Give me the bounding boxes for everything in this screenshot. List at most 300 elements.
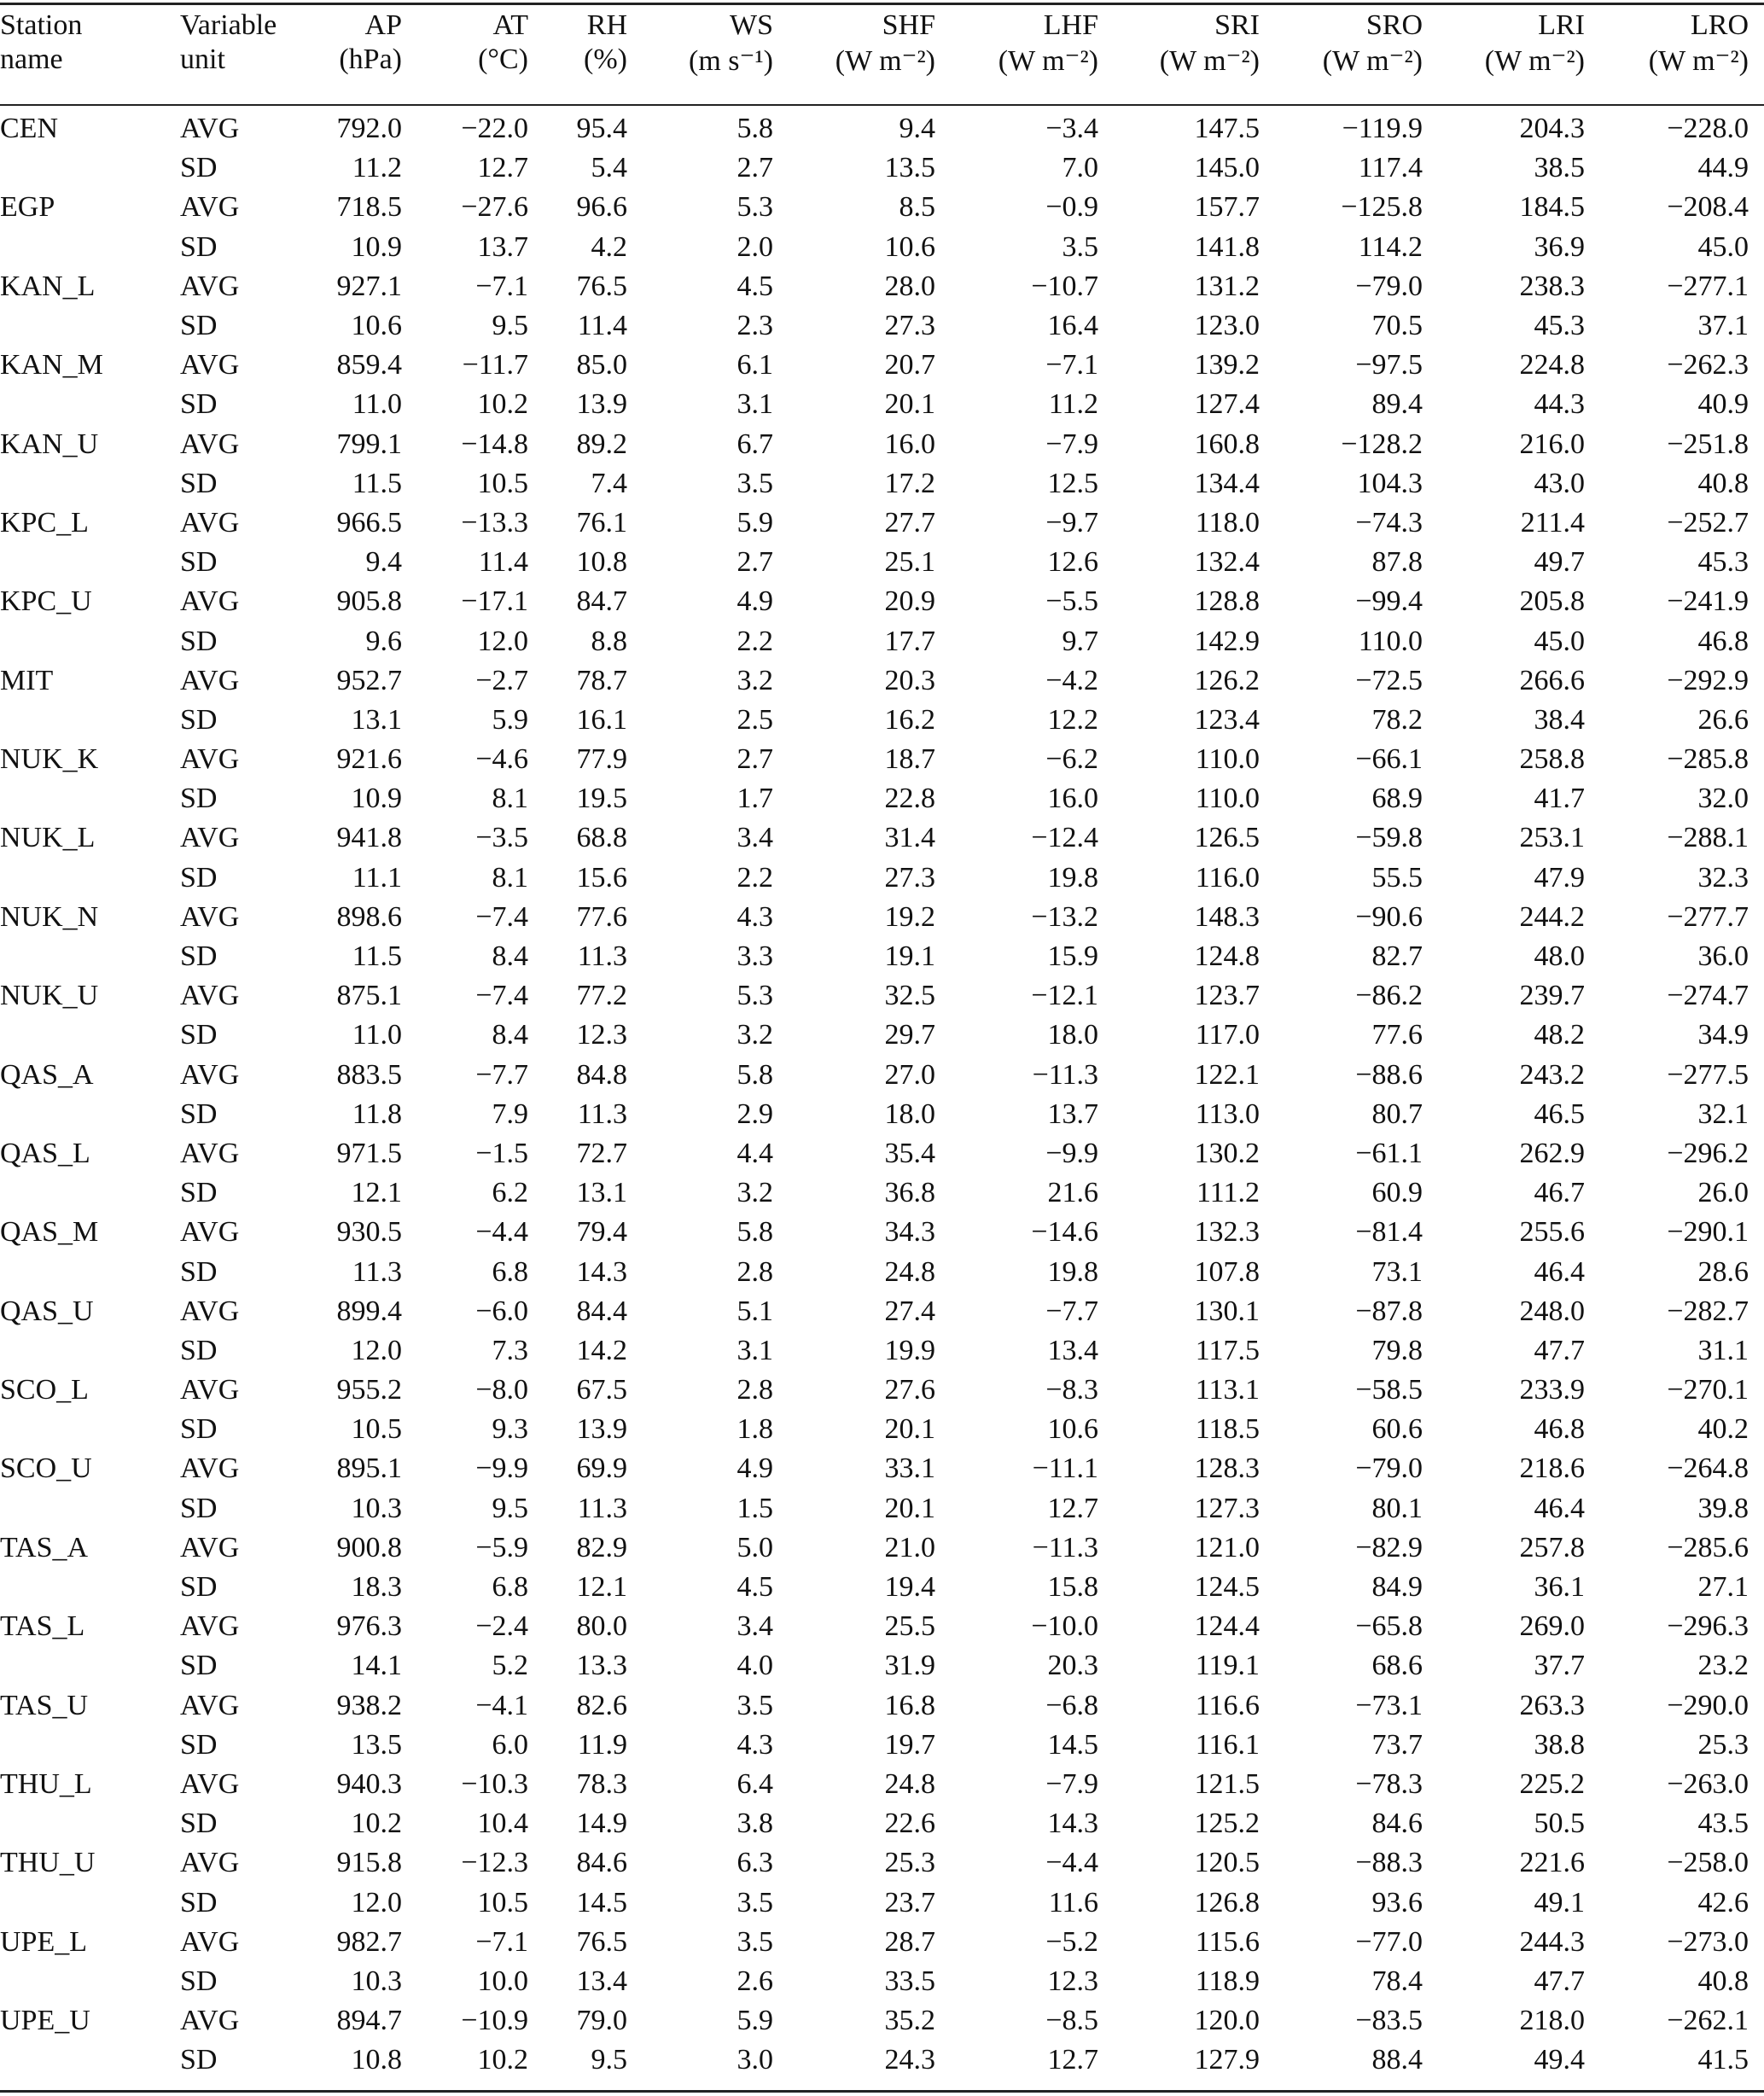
row-pad — [1749, 1449, 1764, 1488]
cell-shf: 28.7 — [884, 1925, 935, 1958]
cell-shf: 27.0 — [884, 1058, 935, 1091]
cell-ap: 10.2 — [351, 1808, 402, 1840]
cell-rh: 89.2 — [576, 428, 627, 460]
header-unit-sri: (W m⁻²) — [1159, 45, 1260, 77]
cell-lhf: 19.8 — [1047, 1255, 1098, 1288]
row-pad — [1749, 1213, 1764, 1252]
cell-lro: 46.8 — [1697, 625, 1749, 657]
cell-ws: 3.0 — [736, 2044, 773, 2076]
cell-ws: 2.8 — [736, 1374, 773, 1406]
row-pad — [1749, 621, 1764, 661]
cell-lro: 34.9 — [1697, 1019, 1749, 1051]
cell-rh: 15.6 — [576, 861, 627, 894]
table-row — [0, 701, 1764, 740]
cell-rh: 11.3 — [577, 1097, 627, 1130]
cell-lhf: 21.6 — [1047, 1177, 1098, 1209]
row-pad — [1749, 228, 1764, 267]
cell-variable: SD — [180, 1728, 218, 1761]
cell-variable: SD — [180, 310, 218, 342]
cell-lri: 184.5 — [1519, 191, 1585, 224]
cell-lhf: −7.9 — [1045, 428, 1098, 460]
cell-lri: 41.7 — [1534, 783, 1585, 815]
table-row — [0, 148, 1764, 188]
cell-sro: 73.7 — [1371, 1728, 1423, 1761]
cell-rh: 14.2 — [576, 1334, 627, 1366]
header-row-top — [0, 0, 1764, 42]
cell-lri: 266.6 — [1519, 664, 1585, 696]
table-row — [0, 1962, 1764, 2001]
cell-shf: 18.0 — [884, 1097, 935, 1130]
cell-ap: 927.1 — [336, 270, 402, 302]
header-unit-sro: (W m⁻²) — [1322, 45, 1423, 77]
table-row — [0, 976, 1764, 1016]
cell-sro: −74.3 — [1355, 506, 1423, 539]
row-pad — [1749, 818, 1764, 858]
cell-lri: 36.1 — [1534, 1571, 1585, 1604]
table-row — [0, 1095, 1764, 1134]
cell-rh: 78.7 — [576, 664, 627, 696]
table-row — [0, 1646, 1764, 1686]
cell-sri: 118.0 — [1195, 506, 1260, 539]
cell-lhf: 12.5 — [1047, 467, 1098, 499]
cell-lri: 263.3 — [1519, 1689, 1585, 1721]
cell-lro: 43.5 — [1697, 1808, 1749, 1840]
row-pad — [1749, 2001, 1764, 2041]
cell-lhf: −9.9 — [1045, 1137, 1098, 1169]
cell-ap: 915.8 — [336, 1847, 402, 1879]
cell-variable: AVG — [180, 743, 240, 776]
cell-rh: 7.4 — [591, 467, 627, 499]
cell-station: EGP — [0, 191, 55, 224]
cell-lhf: −12.1 — [1031, 980, 1098, 1012]
cell-lri: 221.6 — [1519, 1847, 1585, 1879]
cell-rh: 96.6 — [576, 191, 627, 224]
header-unit-ap: (hPa) — [339, 44, 402, 75]
cell-station — [0, 1646, 180, 1686]
row-pad — [1749, 306, 1764, 346]
table-row — [0, 346, 1764, 385]
header-label-lhf: LHF — [1043, 9, 1098, 41]
cell-station: KAN_M — [0, 349, 103, 381]
cell-ap: 11.0 — [352, 1019, 402, 1051]
cell-sri: 119.1 — [1195, 1650, 1260, 1682]
cell-sro: −61.1 — [1355, 1137, 1423, 1169]
cell-ap: 894.7 — [336, 2005, 402, 2037]
row-pad — [1749, 1804, 1764, 1843]
cell-variable: SD — [180, 2044, 218, 2076]
cell-rh: 4.2 — [591, 230, 627, 263]
cell-lri: 218.6 — [1519, 1453, 1585, 1485]
header-label-at: AT — [492, 9, 528, 41]
cell-ap: 10.9 — [351, 230, 402, 263]
cell-ws: 5.1 — [736, 1295, 773, 1327]
row-pad — [1749, 1371, 1764, 1410]
cell-lhf: 18.0 — [1047, 1019, 1098, 1051]
cell-variable: SD — [180, 703, 218, 736]
cell-lri: 37.7 — [1534, 1650, 1585, 1682]
cell-rh: 10.8 — [576, 546, 627, 579]
cell-rh: 79.4 — [576, 1216, 627, 1249]
cell-station — [0, 1331, 180, 1371]
cell-sro: −119.9 — [1342, 113, 1423, 145]
cell-lri: 233.9 — [1519, 1374, 1585, 1406]
cell-ws: 2.6 — [736, 1965, 773, 1997]
row-pad — [1749, 779, 1764, 818]
header-unit-shf: (W m⁻²) — [835, 45, 935, 77]
row-pad — [1749, 1489, 1764, 1528]
row-pad — [1749, 543, 1764, 582]
cell-at: −3.5 — [475, 822, 528, 854]
table-row — [0, 1528, 1764, 1568]
header-label-sro: SRO — [1365, 9, 1423, 41]
cell-lri: 244.2 — [1519, 900, 1585, 933]
cell-shf: 20.1 — [884, 1413, 935, 1446]
cell-lhf: −11.1 — [1032, 1453, 1098, 1485]
cell-sro: −88.6 — [1355, 1058, 1423, 1091]
cell-station: NUK_K — [0, 743, 99, 776]
cell-ws: 3.2 — [736, 1019, 773, 1051]
row-pad — [1749, 1923, 1764, 1962]
cell-ap: 10.8 — [351, 2044, 402, 2076]
cell-at: 6.2 — [492, 1177, 528, 1209]
cell-sri: 132.4 — [1194, 546, 1260, 579]
cell-rh: 11.3 — [577, 940, 627, 973]
cell-sro: 80.7 — [1371, 1097, 1423, 1130]
cell-sro: −59.8 — [1355, 822, 1423, 854]
cell-lhf: −0.9 — [1045, 191, 1098, 224]
cell-station — [0, 859, 180, 898]
cell-shf: 25.1 — [884, 546, 935, 579]
cell-rh: 77.2 — [576, 980, 627, 1012]
cell-lro: 37.1 — [1697, 310, 1749, 342]
table-row — [0, 228, 1764, 267]
cell-shf: 35.4 — [884, 1137, 935, 1169]
cell-lro: −292.9 — [1667, 664, 1749, 696]
cell-lhf: 20.3 — [1047, 1650, 1098, 1682]
cell-sro: 78.4 — [1371, 1965, 1423, 1997]
cell-variable: SD — [180, 1019, 218, 1051]
table-row — [0, 306, 1764, 346]
cell-sro: −72.5 — [1355, 664, 1423, 696]
header-label-variable: Variable — [180, 9, 277, 41]
cell-ap: 10.3 — [351, 1492, 402, 1524]
cell-lri: 205.8 — [1519, 585, 1585, 618]
cell-lro: −290.1 — [1667, 1216, 1749, 1249]
cell-station — [0, 148, 180, 188]
cell-station — [0, 2041, 180, 2080]
cell-at: 10.2 — [477, 388, 528, 421]
header-label-lro: LRO — [1691, 9, 1749, 41]
cell-ap: 941.8 — [336, 822, 402, 854]
cell-lri: 48.2 — [1534, 1019, 1585, 1051]
cell-rh: 19.5 — [576, 783, 627, 815]
cell-lro: −241.9 — [1667, 585, 1749, 618]
cell-lhf: −10.0 — [1031, 1610, 1098, 1643]
cell-lri: 36.9 — [1534, 230, 1585, 263]
cell-sri: 128.3 — [1194, 1453, 1260, 1485]
cell-lri: 38.8 — [1534, 1728, 1585, 1761]
cell-ws: 3.4 — [736, 1610, 773, 1643]
cell-variable: SD — [180, 940, 218, 973]
cell-ap: 921.6 — [336, 743, 402, 776]
cell-lro: 25.3 — [1697, 1728, 1749, 1761]
cell-sri: 121.5 — [1194, 1767, 1260, 1800]
header-unit-lhf: (W m⁻²) — [998, 45, 1098, 77]
cell-ap: 940.3 — [336, 1767, 402, 1800]
cell-lri: 243.2 — [1519, 1058, 1585, 1091]
cell-ws: 4.4 — [736, 1137, 773, 1169]
row-pad — [1749, 425, 1764, 464]
cell-lhf: −4.2 — [1045, 664, 1098, 696]
cell-lhf: −7.9 — [1045, 1767, 1098, 1800]
cell-rh: 69.9 — [576, 1453, 627, 1485]
cell-rh: 68.8 — [576, 822, 627, 854]
cell-rh: 77.6 — [576, 900, 627, 933]
header-pad — [1749, 42, 1764, 95]
cell-sri: 111.2 — [1196, 1177, 1260, 1209]
row-pad — [1749, 1252, 1764, 1291]
table-row — [0, 188, 1764, 227]
cell-lhf: −4.4 — [1045, 1847, 1098, 1879]
cell-sri: 123.0 — [1194, 310, 1260, 342]
cell-sro: 110.0 — [1358, 625, 1423, 657]
cell-sri: 145.0 — [1194, 152, 1260, 184]
cell-sri: 125.2 — [1194, 1808, 1260, 1840]
cell-rh: 13.4 — [576, 1965, 627, 1997]
cell-sri: 132.3 — [1194, 1216, 1260, 1249]
row-pad — [1749, 1765, 1764, 1804]
cell-at: 12.0 — [477, 625, 528, 657]
cell-lhf: 12.7 — [1047, 2044, 1098, 2076]
cell-at: 10.2 — [477, 2044, 528, 2076]
table-row — [0, 2041, 1764, 2080]
cell-at: 10.4 — [477, 1808, 528, 1840]
cell-sri: 116.1 — [1195, 1728, 1260, 1761]
cell-variable: AVG — [180, 1847, 240, 1879]
cell-station — [0, 937, 180, 976]
cell-variable: SD — [180, 1808, 218, 1840]
row-pad — [1749, 1056, 1764, 1095]
cell-sri: 147.5 — [1194, 113, 1260, 145]
cell-ap: 875.1 — [336, 980, 402, 1012]
cell-variable: SD — [180, 467, 218, 499]
cell-ws: 1.7 — [736, 783, 773, 815]
row-pad — [1749, 740, 1764, 779]
cell-at: 10.5 — [477, 1886, 528, 1918]
cell-lri: 50.5 — [1534, 1808, 1585, 1840]
cell-station: QAS_M — [0, 1216, 99, 1249]
cell-at: 8.1 — [492, 861, 528, 894]
cell-ap: 10.9 — [351, 783, 402, 815]
table-row — [0, 1292, 1764, 1331]
cell-sro: −125.8 — [1341, 191, 1423, 224]
cell-lro: −296.2 — [1667, 1137, 1749, 1169]
cell-at: −4.6 — [475, 743, 528, 776]
cell-ap: 18.3 — [351, 1571, 402, 1604]
cell-shf: 8.5 — [899, 191, 935, 224]
cell-shf: 24.8 — [884, 1767, 935, 1800]
cell-sri: 123.4 — [1194, 703, 1260, 736]
cell-lri: 46.8 — [1534, 1413, 1585, 1446]
cell-rh: 14.3 — [576, 1255, 627, 1288]
cell-sri: 115.6 — [1195, 1925, 1260, 1958]
cell-ap: 11.2 — [352, 152, 402, 184]
table-row — [0, 425, 1764, 464]
cell-sro: −128.2 — [1341, 428, 1423, 460]
cell-lro: 45.3 — [1697, 546, 1749, 579]
cell-rh: 11.9 — [577, 1728, 627, 1761]
cell-lhf: −14.6 — [1031, 1216, 1098, 1249]
cell-lhf: 9.7 — [1062, 625, 1098, 657]
cell-sri: 127.9 — [1194, 2044, 1260, 2076]
row-pad — [1749, 2041, 1764, 2080]
cell-lro: 36.0 — [1697, 940, 1749, 973]
table-row — [0, 1883, 1764, 1922]
cell-ws: 5.3 — [736, 191, 773, 224]
cell-shf: 33.5 — [884, 1965, 935, 1997]
row-pad — [1749, 1568, 1764, 1607]
cell-shf: 27.3 — [884, 861, 935, 894]
cell-shf: 28.0 — [884, 270, 935, 302]
cell-sri: 113.1 — [1195, 1374, 1260, 1406]
cell-ap: 10.6 — [351, 310, 402, 342]
cell-ap: 13.1 — [351, 703, 402, 736]
cell-lro: −262.1 — [1667, 2005, 1749, 2037]
cell-rh: 85.0 — [576, 349, 627, 381]
cell-variable: AVG — [180, 428, 240, 460]
cell-ws: 4.9 — [736, 585, 773, 618]
cell-lro: −258.0 — [1667, 1847, 1749, 1879]
table-row — [0, 1843, 1764, 1883]
cell-ap: 898.6 — [336, 900, 402, 933]
cell-ws: 2.5 — [736, 703, 773, 736]
cell-station — [0, 385, 180, 424]
cell-at: 12.7 — [477, 152, 528, 184]
cell-station: NUK_N — [0, 900, 99, 933]
cell-sro: 73.1 — [1371, 1255, 1423, 1288]
cell-lri: 258.8 — [1519, 743, 1585, 776]
cell-lro: −252.7 — [1667, 506, 1749, 539]
cell-ws: 4.5 — [736, 270, 773, 302]
cell-lri: 47.7 — [1534, 1334, 1585, 1366]
cell-ws: 5.8 — [736, 113, 773, 145]
cell-at: 13.7 — [477, 230, 528, 263]
row-pad — [1749, 898, 1764, 937]
cell-sro: 68.9 — [1371, 783, 1423, 815]
cell-at: −7.1 — [475, 1925, 528, 1958]
cell-sri: 123.7 — [1194, 980, 1260, 1012]
cell-lhf: 12.6 — [1047, 546, 1098, 579]
table-row — [0, 267, 1764, 306]
cell-variable: AVG — [180, 1058, 240, 1091]
cell-shf: 24.3 — [884, 2044, 935, 2076]
cell-variable: SD — [180, 625, 218, 657]
cell-lri: 257.8 — [1519, 1531, 1585, 1563]
cell-lhf: 13.4 — [1047, 1334, 1098, 1366]
cell-sri: 117.0 — [1195, 1019, 1260, 1051]
cell-ap: 859.4 — [336, 349, 402, 381]
cell-sro: −81.4 — [1355, 1216, 1423, 1249]
cell-lro: 26.6 — [1697, 703, 1749, 736]
header-unit-variable: unit — [180, 44, 225, 75]
cell-sro: 60.6 — [1371, 1413, 1423, 1446]
cell-variable: AVG — [180, 270, 240, 302]
cell-at: 8.1 — [492, 783, 528, 815]
cell-lri: 262.9 — [1519, 1137, 1585, 1169]
cell-lro: −290.0 — [1667, 1689, 1749, 1721]
cell-rh: 13.9 — [576, 1413, 627, 1446]
cell-ap: 971.5 — [336, 1137, 402, 1169]
cell-at: −9.9 — [475, 1453, 528, 1485]
cell-sro: 117.4 — [1358, 152, 1423, 184]
cell-at: 5.9 — [492, 703, 528, 736]
cell-lri: 204.3 — [1519, 113, 1585, 145]
table-row — [0, 543, 1764, 582]
cell-lhf: −5.5 — [1045, 585, 1098, 618]
cell-ap: 883.5 — [336, 1058, 402, 1091]
cell-station: NUK_L — [0, 822, 96, 854]
cell-lro: −270.1 — [1667, 1374, 1749, 1406]
cell-sro: 87.8 — [1371, 546, 1423, 579]
cell-variable: AVG — [180, 1295, 240, 1327]
cell-sro: 82.7 — [1371, 940, 1423, 973]
cell-lro: 41.5 — [1697, 2044, 1749, 2076]
cell-ap: 11.0 — [352, 388, 402, 421]
header-label-sri: SRI — [1214, 9, 1260, 41]
cell-shf: 20.9 — [884, 585, 935, 618]
table-row — [0, 1213, 1764, 1252]
cell-ws: 1.8 — [736, 1413, 773, 1446]
cell-sri: 107.8 — [1194, 1255, 1260, 1288]
cell-sri: 130.1 — [1194, 1295, 1260, 1327]
cell-station — [0, 306, 180, 346]
cell-shf: 22.8 — [884, 783, 935, 815]
cell-lhf: 14.5 — [1047, 1728, 1098, 1761]
cell-lri: 218.0 — [1519, 2005, 1585, 2037]
cell-lhf: −13.2 — [1031, 900, 1098, 933]
cell-ws: 3.5 — [736, 1886, 773, 1918]
cell-sri: 127.3 — [1194, 1492, 1260, 1524]
cell-sri: 148.3 — [1194, 900, 1260, 933]
cell-at: 8.4 — [492, 940, 528, 973]
cell-sro: 84.6 — [1371, 1808, 1423, 1840]
cell-station: CEN — [0, 113, 58, 145]
cell-variable: AVG — [180, 191, 240, 224]
header-unit-rh: (%) — [584, 44, 627, 75]
cell-rh: 84.7 — [576, 585, 627, 618]
cell-sri: 126.8 — [1194, 1886, 1260, 1918]
cell-at: −12.3 — [461, 1847, 528, 1879]
cell-sri: 121.0 — [1194, 1531, 1260, 1563]
cell-station — [0, 1173, 180, 1213]
cell-at: −8.0 — [475, 1374, 528, 1406]
cell-shf: 13.5 — [884, 152, 935, 184]
cell-rh: 16.1 — [576, 703, 627, 736]
cell-lro: −277.1 — [1667, 270, 1749, 302]
cell-sri: 122.1 — [1194, 1058, 1260, 1091]
cell-ws: 5.3 — [736, 980, 773, 1012]
cell-station — [0, 1568, 180, 1607]
cell-lhf: −9.7 — [1045, 506, 1098, 539]
cell-station — [0, 1489, 180, 1528]
cell-at: −27.6 — [461, 191, 528, 224]
cell-rh: 84.6 — [576, 1847, 627, 1879]
cell-shf: 34.3 — [884, 1216, 935, 1249]
cell-lro: 28.6 — [1697, 1255, 1749, 1288]
cell-ws: 3.5 — [736, 1925, 773, 1958]
cell-station: UPE_U — [0, 2005, 90, 2037]
cell-lro: 40.2 — [1697, 1413, 1749, 1446]
